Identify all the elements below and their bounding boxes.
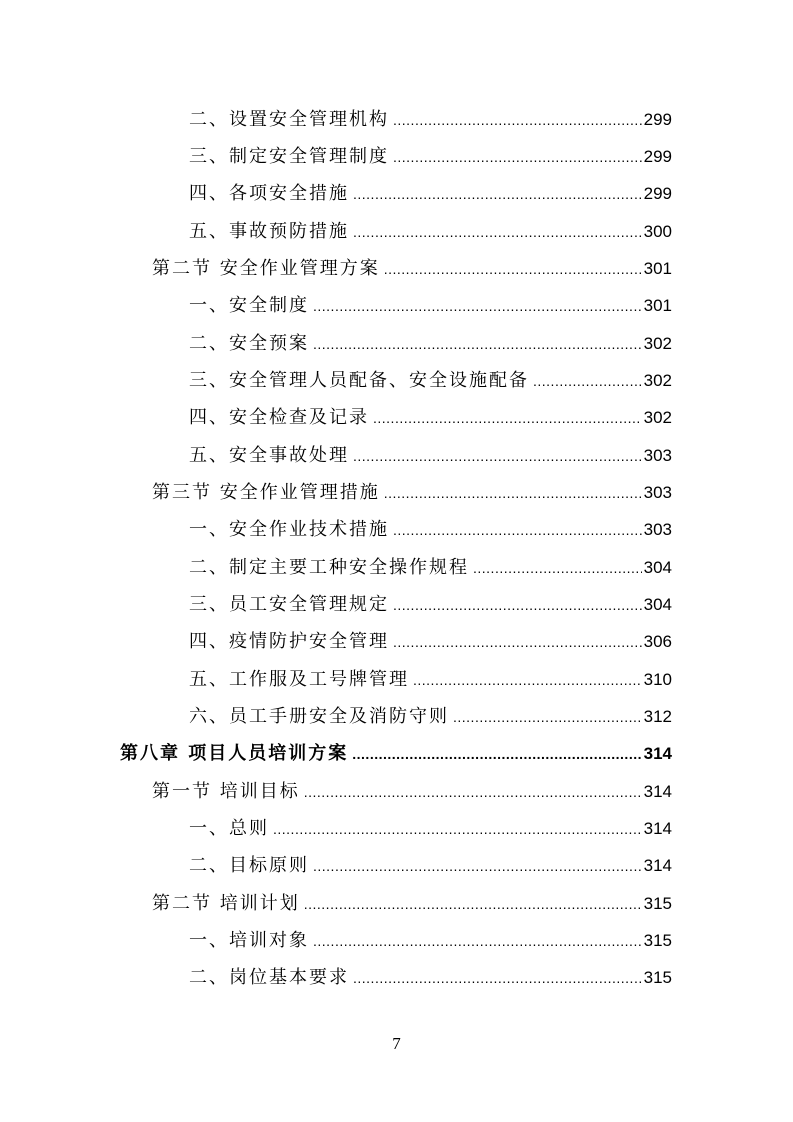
toc-dot-leader — [384, 254, 642, 284]
toc-entry-title: 二、制定主要工种安全操作规程 — [189, 557, 469, 578]
toc-entry-page: 304 — [643, 558, 672, 577]
toc-entry-page: 314 — [643, 819, 672, 838]
toc-entry-page: 306 — [643, 632, 672, 651]
toc-entry[interactable] — [189, 515, 672, 545]
toc-entry-page: 300 — [643, 222, 672, 241]
toc-entry-page: 310 — [643, 670, 672, 689]
toc-dot-leader — [313, 851, 642, 881]
toc-entry-page: 299 — [643, 110, 672, 129]
toc-entry-title: 三、安全管理人员配备、安全设施配备 — [189, 370, 529, 391]
toc-entry-title: 二、安全预案 — [189, 333, 309, 354]
toc-entry-page: 301 — [643, 296, 672, 315]
toc-entry-title: 六、员工手册安全及消防守则 — [189, 706, 449, 727]
toc-entry-page: 315 — [643, 931, 672, 950]
toc-dot-leader — [352, 739, 641, 769]
toc-entry-title: 二、设置安全管理机构 — [189, 109, 389, 130]
toc-entry[interactable] — [189, 366, 672, 396]
toc-entry-title: 四、疫情防护安全管理 — [189, 631, 389, 652]
toc-entry-page: 314 — [643, 782, 672, 801]
toc-chapter-entry[interactable] — [120, 739, 672, 769]
toc-entry[interactable] — [189, 179, 672, 209]
toc-entry-title: 一、培训对象 — [189, 930, 309, 951]
toc-entry-page: 312 — [643, 707, 672, 726]
toc-entry-title: 第二节 安全作业管理方案 — [152, 258, 380, 279]
toc-dot-leader — [353, 179, 642, 209]
toc-entry-page: 303 — [643, 446, 672, 465]
toc-dot-leader — [353, 217, 642, 247]
toc-entry-title: 第三节 安全作业管理措施 — [152, 482, 380, 503]
toc-dot-leader — [393, 105, 642, 135]
toc-entry[interactable] — [189, 851, 672, 881]
toc-entry-title: 四、安全检查及记录 — [189, 407, 369, 428]
toc-entry-title: 一、安全制度 — [189, 295, 309, 316]
toc-entry[interactable] — [189, 702, 672, 732]
toc-entry[interactable] — [189, 403, 672, 433]
toc-entry-title: 一、总则 — [189, 818, 269, 839]
toc-entry[interactable] — [189, 329, 672, 359]
toc-entry-page: 314 — [643, 744, 672, 763]
toc-entry-page: 299 — [643, 147, 672, 166]
toc-entry-title: 三、员工安全管理规定 — [189, 594, 389, 615]
toc-entry-page: 299 — [643, 184, 672, 203]
toc-dot-leader — [273, 814, 642, 844]
toc-dot-leader — [384, 478, 642, 508]
toc-dot-leader — [533, 366, 642, 396]
page-number: 7 — [392, 1034, 401, 1053]
toc-entry-page: 303 — [643, 520, 672, 539]
toc-entry[interactable] — [189, 590, 672, 620]
toc-entry[interactable] — [189, 926, 672, 956]
toc-dot-leader — [313, 291, 642, 321]
toc-entry-title: 三、制定安全管理制度 — [189, 146, 389, 167]
toc-entry[interactable] — [189, 105, 672, 135]
toc-section-entry[interactable] — [152, 254, 672, 284]
toc-entry-title: 五、工作服及工号牌管理 — [189, 669, 409, 690]
toc-entry-title: 二、岗位基本要求 — [189, 967, 349, 988]
toc-entry-page: 302 — [643, 371, 672, 390]
toc-section-entry[interactable] — [152, 889, 672, 919]
toc-dot-leader — [413, 665, 642, 695]
toc-dot-leader — [453, 702, 642, 732]
toc-entry-page: 314 — [643, 856, 672, 875]
toc-section-entry[interactable] — [152, 777, 672, 807]
toc-entry-title: 二、目标原则 — [189, 855, 309, 876]
toc-entry-title: 一、安全作业技术措施 — [189, 519, 389, 540]
toc-entry-page: 315 — [643, 894, 672, 913]
toc-entry-title: 五、安全事故处理 — [189, 445, 349, 466]
toc-dot-leader — [353, 441, 642, 471]
toc-entry[interactable] — [189, 553, 672, 583]
toc-entry[interactable] — [189, 217, 672, 247]
toc-dot-leader — [373, 403, 642, 433]
toc-entry-title: 四、各项安全措施 — [189, 183, 349, 204]
toc-entry[interactable] — [189, 142, 672, 172]
toc-entry[interactable] — [189, 814, 672, 844]
toc-entry-page: 302 — [643, 334, 672, 353]
toc-entry[interactable] — [189, 291, 672, 321]
toc-dot-leader — [393, 142, 642, 172]
toc-dot-leader — [313, 926, 642, 956]
toc-dot-leader — [313, 329, 642, 359]
toc-dot-leader — [393, 627, 642, 657]
toc-entry[interactable] — [189, 963, 672, 993]
toc-entry-page: 303 — [643, 483, 672, 502]
toc-entry-page: 301 — [643, 259, 672, 278]
toc-entry-title: 第一节 培训目标 — [152, 781, 300, 802]
toc-entry[interactable] — [189, 665, 672, 695]
toc-dot-leader — [393, 590, 642, 620]
toc-dot-leader — [473, 553, 642, 583]
toc-entry-title: 第八章 项目人员培训方案 — [120, 743, 349, 764]
toc-entry-page: 304 — [643, 595, 672, 614]
toc-dot-leader — [393, 515, 642, 545]
toc-section-entry[interactable] — [152, 478, 672, 508]
toc-entry[interactable] — [189, 441, 672, 471]
toc-entry-page: 302 — [643, 408, 672, 427]
toc-dot-leader — [304, 777, 642, 807]
toc-dot-leader — [304, 889, 642, 919]
toc-entry-title: 第二节 培训计划 — [152, 893, 300, 914]
toc-entry-title: 五、事故预防措施 — [189, 221, 349, 242]
toc-dot-leader — [353, 963, 642, 993]
toc-entry-page: 315 — [643, 968, 672, 987]
toc-entry[interactable] — [189, 627, 672, 657]
